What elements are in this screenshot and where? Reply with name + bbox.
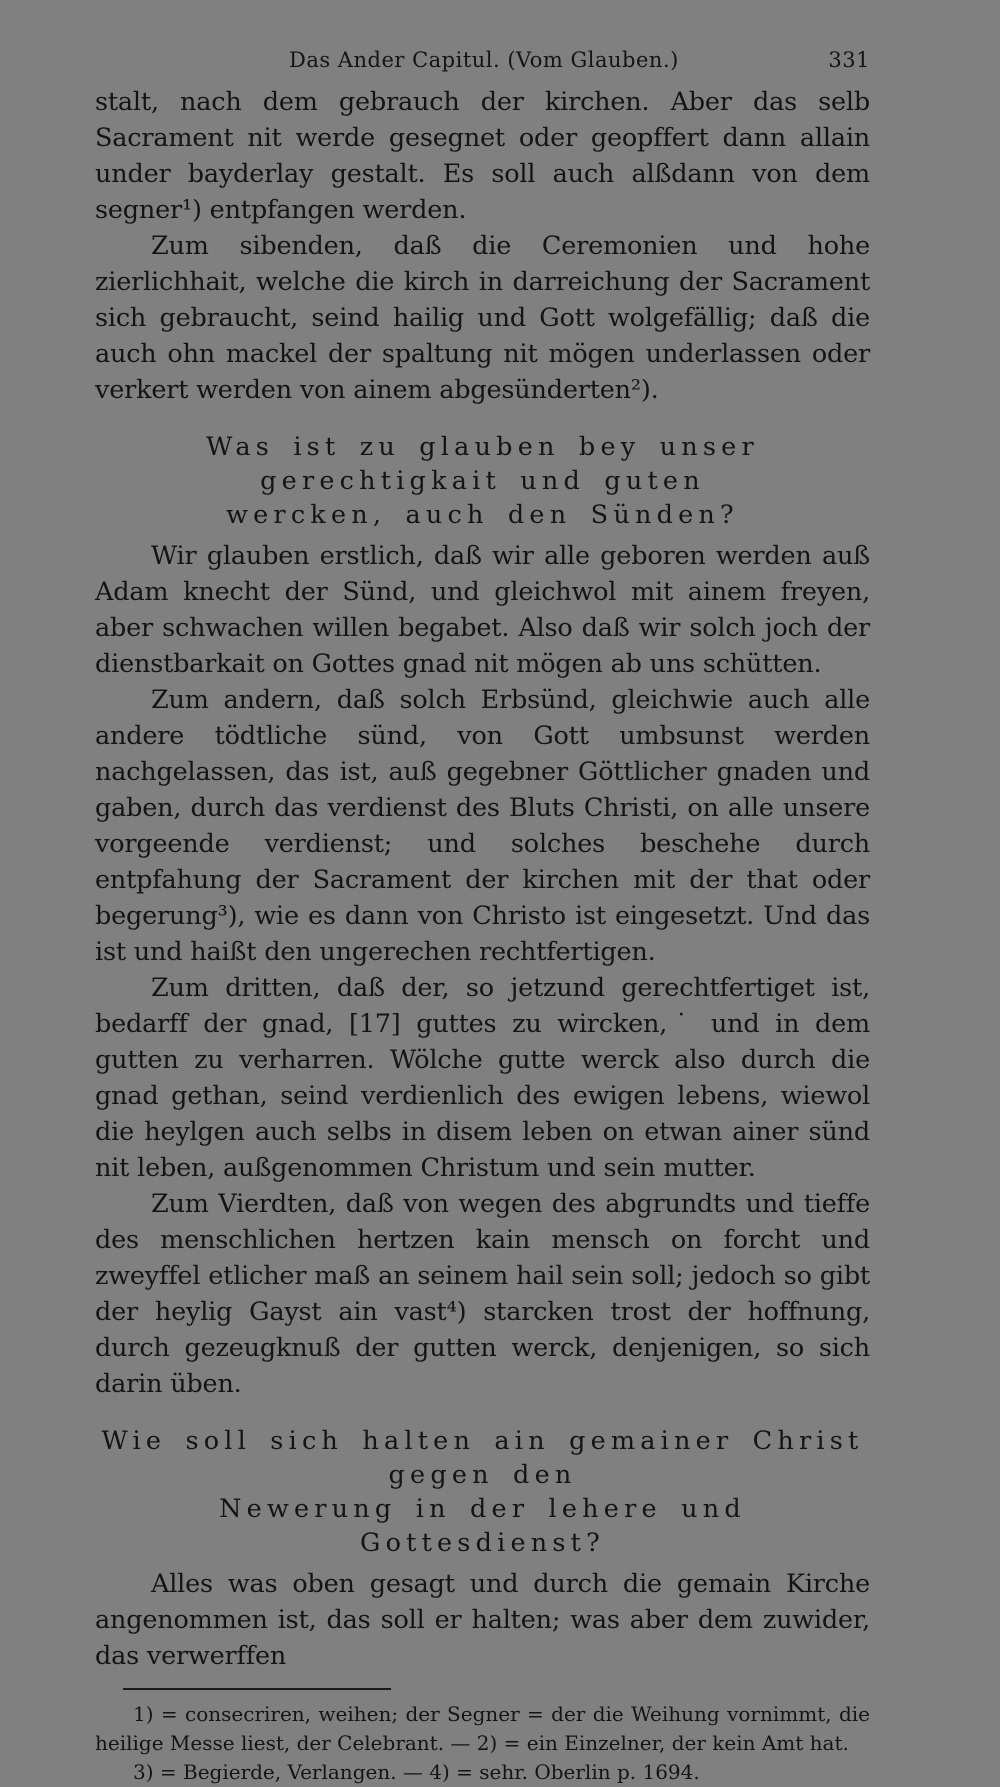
section-heading-line: Wie soll sich halten ain gemainer Christ gegen den xyxy=(101,1426,864,1490)
section-heading-line: wercken, auch den Sünden? xyxy=(226,500,739,530)
footnote-line: 1) = consecriren, weihen; der Segner = der die Weihung vornimmt, die heilige Messe liest, der Celebrant. — 2) = ein Einzelner, der kein Amt hat. xyxy=(95,1702,870,1755)
book-page xyxy=(95,40,870,1787)
paragraph: Zum sibenden, daß die Ceremonien und hohe zierlichhait, welche die kirch in darreichung der Sacrament sich gebraucht, seind hailig und Gott wolgefällig; daß die auch ohn mackel der spaltung nit mögen underlassen oder verkert werden von ainem abgesünderten²). xyxy=(95,231,870,405)
section-heading-line: Newerung in der lehere und Gottesdienst? xyxy=(219,1494,746,1558)
section-heading-line: Was ist zu glauben bey unser gerechtigkait und guten xyxy=(206,432,759,496)
footnote-line: 3) = Begierde, Verlangen. — 4) = sehr. Oberlin p. 1694. xyxy=(133,1760,700,1784)
main-text xyxy=(95,84,870,1674)
paragraph: stalt, nach dem gebrauch der kirchen. Aber das selb Sacrament nit werde gesegnet oder geopffert dann allain under bayderlay gestalt. Es soll auch alßdann von dem segner¹) entpfangen werden. xyxy=(95,87,870,225)
running-header xyxy=(95,40,870,84)
section-heading xyxy=(95,1424,870,1560)
footnotes xyxy=(95,1700,870,1787)
paragraph: Zum Vierdten, daß von wegen des abgrundts und tieffe des menschlichen hertzen kain mensch on forcht und zweyffel etlicher maß an seinem hail sein soll; jedoch so gibt der heylig Gayst ain vast⁴) starcken trost der hoffnung, durch gezeugknuß der gutten werck, denjenigen, so sich darin üben. xyxy=(95,1189,870,1399)
paragraph: Zum andern, daß solch Erbsünd, gleichwie auch alle andere tödtliche sünd, von Gott umbsunst werden nachgelassen, das ist, auß gegebner Göttlicher gnaden und gaben, durch das verdienst des Bluts Christi, on alle unsere vorgeende verdienst; und solches beschehe durch entpfahung der Sacrament der kirchen mit der that oder begerung³), wie es dann von Christo ist eingesetzt. Und das ist und haißt den ungerechen rechtfertigen. xyxy=(95,685,870,967)
section-heading xyxy=(95,430,870,532)
page-number: 331 xyxy=(828,48,870,72)
footnote-divider xyxy=(123,1688,391,1690)
running-title: Das Ander Capitul. (Vom Glauben.) xyxy=(289,48,679,72)
paragraph: Alles was oben gesagt und durch die gemain Kirche angenommen ist, das soll er halten; was aber dem zuwider, das verwerffen xyxy=(95,1569,870,1671)
paragraph: Zum dritten, daß der, so jetzund gerechtfertiget ist, bedarff der gnad, [17] guttes zu wircken,˙ und in dem gutten zu verharren. Wölche gutte werck also durch die gnad gethan, seind verdienlich des ewigen lebens, wiewol die heylgen auch selbs in disem leben on etwan ainer sünd nit leben, außgenommen Christum und sein mutter. xyxy=(95,973,870,1183)
paragraph: Wir glauben erstlich, daß wir alle geboren werden auß Adam knecht der Sünd, und gleichwol mit ainem freyen, aber schwachen willen begabet. Also daß wir solch joch der dienstbarkait on Gottes gnad nit mögen ab uns schütten. xyxy=(95,541,870,679)
